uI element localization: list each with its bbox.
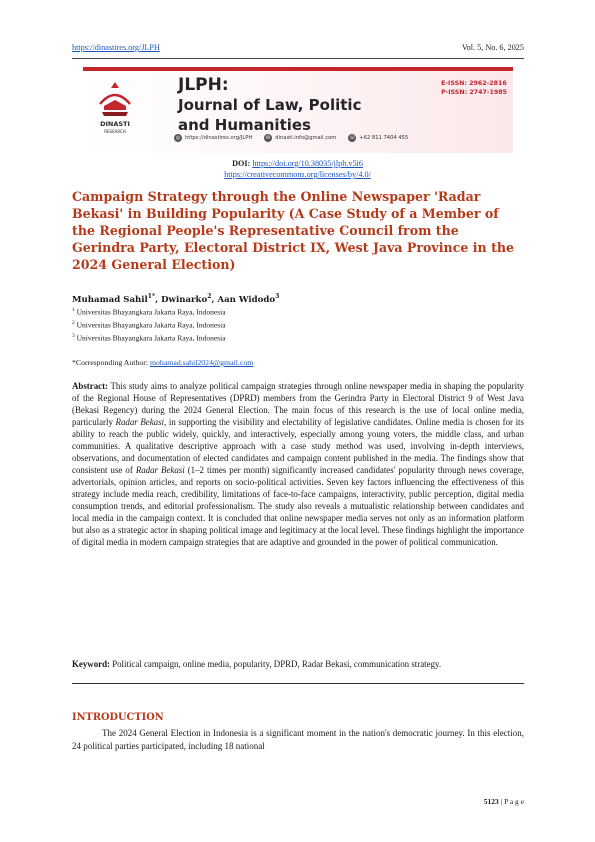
introduction-heading: INTRODUCTION <box>72 712 164 723</box>
affiliation-2: $^2$ Universitas Bhayangkara Jakarta Raya, Indonesia <box>72 320 226 330</box>
author-list: Muhamad Sahil$^{1*}$, Dwinarko$^2$, Aan Widodo$^3$ <box>72 293 280 305</box>
corresponding-email-link[interactable]: mohamad.sahil2024@gmail.com <box>149 358 254 367</box>
abstract: Abstract: This study aims to analyze political campaign strategies through online newspaper media in shaping the popularity of the Regional House of Representatives (DPRD) members from the Gerindra Party in Electoral District 9 of West Java (Bekasi Regency) during the 2024 General Election. The main focus of this research is the use of local online media, particularly Radar Bekasi, in supporting the visibility and electability of legislative candidates. Online media is chosen for its ability to reach the public widely, quickly, and interactively, especially among young voters, the middle class, and urban communities. A qualitative descriptive approach with a case study method was used, involving in-depth interviews, observations, and documentation of elected candidates and campaign content published in the media. The findings show that consistent use of Radar Bekasi (1–2 times per month) significantly increased candidates' popularity through news coverage, advertorials, opinion articles, and reports on socio-political activities. Seven key factors influencing the effectiveness of this strategy include media reach, credibility, limitations of face-to-face campaigns, interactivity, public perception, digital media consumption trends, and editorial professionalism. The study also reveals a mutualistic relationship between candidates and local media in the campaign context. It is concluded that online newspaper media serves not only as an information platform but also as a strategic actor in shaping political image and legitimacy at the local level. These findings highlight the importance of digital media in modern campaign strategies that are adaptive and grounded in the power of political communication. <box>72 381 524 547</box>
logo-subtext: RESEARCH <box>104 129 126 134</box>
doi-line <box>0 159 595 168</box>
banner-accent-stripe <box>83 67 513 71</box>
journal-url-link[interactable]: https://dinastires.org/JLPH <box>72 43 160 52</box>
doi-label: DOI: <box>232 159 251 168</box>
issn-block <box>441 79 507 97</box>
author-3: Aan Widodo <box>217 294 276 305</box>
corresponding-author <box>72 358 253 367</box>
abstract-label: Abstract: <box>72 381 108 391</box>
header-divider <box>72 58 524 59</box>
phone-contact[interactable]: ☏ +62 811 7404 455 <box>349 135 409 141</box>
pissn: P-ISSN: 2747-1985 <box>441 89 507 96</box>
journal-title-line2: Journal of Law, Politic <box>178 96 362 114</box>
logo-text: DINASTI <box>100 120 130 128</box>
banner-contacts <box>174 134 408 142</box>
corresponding-label: *Corresponding Author: <box>72 358 149 367</box>
email-contact[interactable]: ✉ dinasti.info@gmail.com <box>266 135 337 141</box>
license-line <box>0 170 595 179</box>
globe-icon: ◎ <box>175 135 181 141</box>
author-1: Muhamad Sahil <box>72 294 148 305</box>
keyword-label: Keyword: <box>72 659 110 669</box>
page-footer: 5123 | P a g e <box>483 797 524 806</box>
dinasti-logo-icon <box>92 78 138 140</box>
eissn: E-ISSN: 2962-2816 <box>441 80 507 87</box>
license-link[interactable]: https://creativecommons.org/licenses/by/4.0/ <box>224 170 371 179</box>
page-number: 5123 <box>483 797 499 806</box>
website-contact[interactable]: ◎ https://dinastires.org/JLPH <box>175 135 253 141</box>
keywords: Keyword: Political campaign, online media, popularity, DPRD, Radar Bekasi, communication strategy. <box>72 659 442 669</box>
mail-icon: ✉ <box>266 135 271 141</box>
journal-title <box>178 75 361 135</box>
introduction-paragraph: The 2024 General Election in Indonesia is a significant moment in the nation's democratic journey. In this election, 24 political parties participated, including 18 national <box>72 728 524 751</box>
page-label: P a g e <box>504 797 524 806</box>
doi-link[interactable]: https://doi.org/10.38035/jlph.v5i6 <box>252 159 363 168</box>
phone-icon: ☏ <box>349 135 356 141</box>
article-title: Campaign Strategy through the Online Newspaper 'Radar Bekasi' in Building Popularity (A Case Study of a Member of the Regional People's Representative Council from the Gerindra Party, Electoral District IX, West Java Province in the 2024 General Election) <box>72 189 515 272</box>
affiliation-1: $^1$ Universitas Bhayangkara Jakarta Raya, Indonesia <box>72 307 226 317</box>
journal-title-line3: and Humanities <box>178 116 311 134</box>
affiliation-3: $^3$ Universitas Bhayangkara Jakarta Raya, Indonesia <box>72 333 226 343</box>
author-2: Dwinarko <box>161 294 208 305</box>
keywords-divider <box>72 683 524 684</box>
volume-issue: Vol. 5, No. 6, 2025 <box>461 43 524 52</box>
journal-title-line1: JLPH: <box>178 75 229 95</box>
